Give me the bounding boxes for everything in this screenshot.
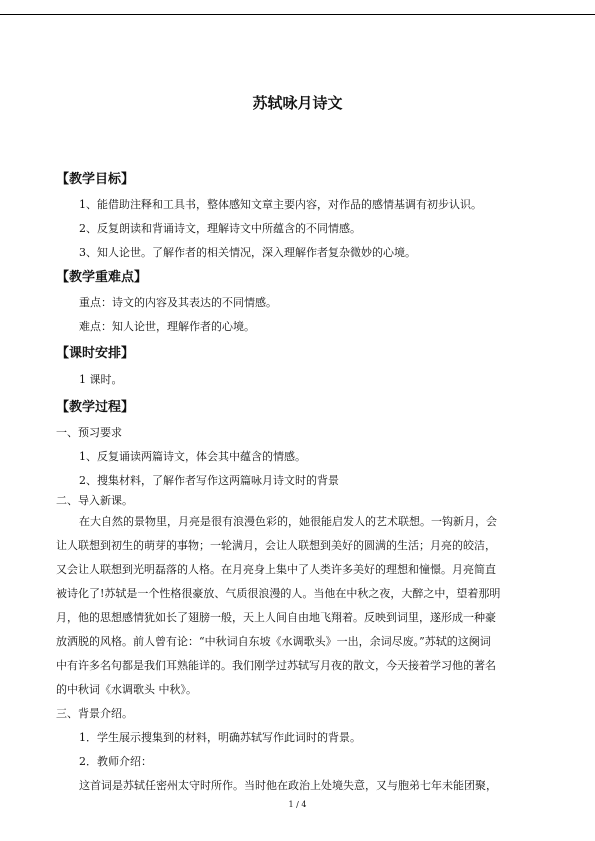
header-rule [0,14,595,15]
process-line-11: 中有许多名句都是我们耳熟能详的。我们刚学过苏轼写月夜的散文，今天接着学习他的著名 [56,659,496,672]
process-line-6: 让人联想到初生的萌芽的事物；一轮满月，会让人联想到美好的圆满的生活；月亮的皎洁， [56,539,496,552]
process-line-3: 2、搜集材料，了解作者写作这两篇咏月诗文时的背景 [79,474,339,487]
process-line-8: 被诗化了!苏轼是一个性格很豪放、气质很浪漫的人。当他在中秋之夜，大醉之中，望着那明 [56,587,501,600]
document-title: 苏轼咏月诗文 [252,94,343,112]
keypoint-item-2: 难点：知人论世，理解作者的心境。 [79,320,255,333]
process-line-1: 一、预习要求 [56,426,122,439]
process-line-4: 二、导入新课。 [56,494,133,507]
goal-item-1: 1、能借助注释和工具书，整体感知文章主要内容，对作品的感情基调有初步认识。 [79,198,482,211]
page-number: 1 / 4 [288,800,307,809]
section-heading-goals: 【教学目标】 [56,172,135,187]
process-line-10: 放洒脱的风格。前人曾有论：“中秋词自东坡《水调歌头》一出，余词尽废。”苏轼的这阕词 [56,635,491,648]
process-line-13: 三、背景介绍。 [56,707,133,720]
process-line-14: 1．学生展示搜集到的材料，明确苏轼写作此词时的背景。 [79,731,361,744]
process-line-15: 2．教师介绍： [79,755,152,768]
section-heading-schedule: 【课时安排】 [56,346,135,361]
process-line-7: 又会让人联想到光明磊落的人格。在月亮身上集中了人类许多美好的理想和憧憬。月亮简直 [56,563,496,576]
section-heading-keypoints: 【教学重难点】 [56,270,148,285]
goal-item-2: 2、反复朗读和背诵诗文，理解诗文中所蕴含的不同情感。 [79,222,361,235]
process-line-12: 的中秋词《水调歌头 中秋》。 [56,683,197,696]
process-line-2: 1、反复诵读两篇诗文，体会其中蕴含的情感。 [79,450,306,463]
process-line-9: 月，他的思想感情犹如长了翅膀一般，天上人间自由地飞翔着。反映到词里，遂形成一种豪 [56,611,496,624]
keypoint-item-1: 重点：诗文的内容及其表达的不同情感。 [79,296,277,309]
process-line-5: 在大自然的景物里，月亮是很有浪漫色彩的，她很能启发人的艺术联想。一钩新月，会 [79,515,497,528]
schedule-item-1: 1 课时。 [79,373,123,386]
goal-item-3: 3、知人论世。了解作者的相关情况，深入理解作者复杂微妙的心境。 [79,246,416,259]
process-line-16: 这首词是苏轼任密州太守时所作。当时他在政治上处境失意，又与胞弟七年未能团聚， [79,779,497,792]
section-heading-process: 【教学过程】 [56,400,135,415]
